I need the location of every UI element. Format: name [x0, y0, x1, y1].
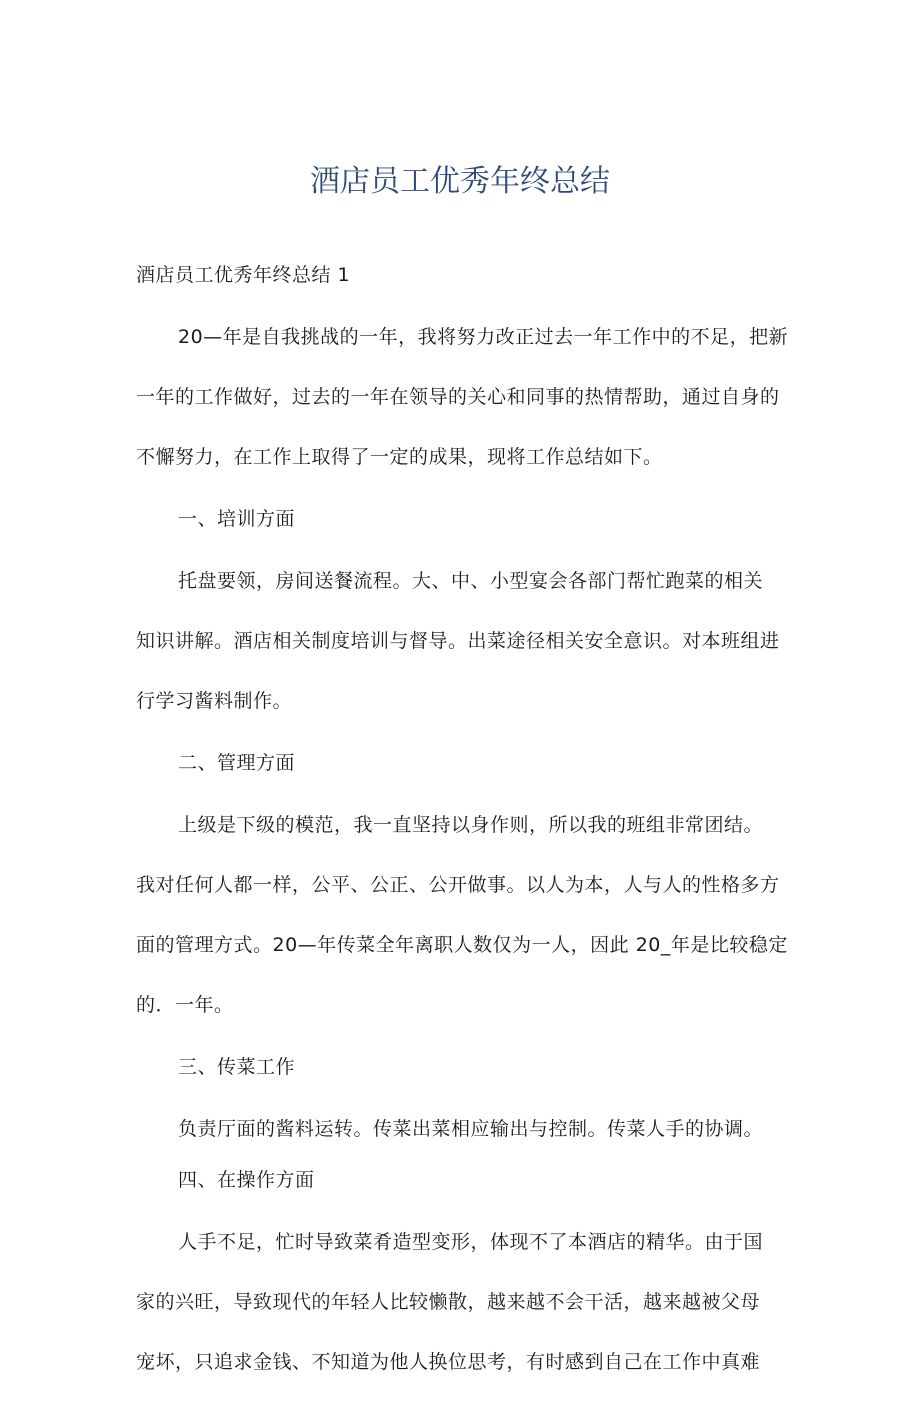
paragraph-line: 上级是下级的模范，我一直坚持以身作则，所以我的班组非常团结。 — [178, 814, 764, 836]
intro-paragraph — [136, 324, 791, 471]
paragraph-line: 一年的工作做好，过去的一年在领导的关心和同事的热情帮助，通过自身的 — [136, 386, 780, 408]
heading-training: 一、培训方面 — [178, 508, 296, 530]
heading-management: 二、管理方面 — [178, 752, 296, 774]
paragraph-line: 宠坏，只追求金钱、不知道为他人换位思考，有时感到自己在工作中真难 — [136, 1351, 761, 1373]
management-paragraph — [136, 812, 791, 1019]
operation-paragraph — [136, 1229, 791, 1376]
heading-operation: 四、在操作方面 — [178, 1169, 315, 1191]
paragraph-line: 知识讲解。酒店相关制度培训与督导。出菜途径相关安全意识。对本班组进 — [136, 630, 780, 652]
paragraph-line: 不懈努力，在工作上取得了一定的成果，现将工作总结如下。 — [136, 446, 663, 468]
paragraph-line: 负责厅面的酱料运转。传菜出菜相应输出与控制。传菜人手的协调。 — [178, 1118, 764, 1140]
training-paragraph — [136, 568, 791, 715]
paragraph-line: 行学习酱料制作。 — [136, 690, 293, 712]
document-title: 酒店员工优秀年终总结 — [310, 164, 610, 199]
serving-paragraph — [136, 1116, 791, 1143]
paragraph-line: 的．一年。 — [136, 994, 234, 1016]
paragraph-line: 托盘要领，房间送餐流程。大、中、小型宴会各部门帮忙跑菜的相关 — [178, 570, 764, 592]
heading-serving: 三、传菜工作 — [178, 1056, 296, 1078]
document-body — [136, 262, 791, 1411]
paragraph-line: 面的管理方式。20—年传菜全年离职人数仅为一人，因此 20_年是比较稳定 — [136, 934, 788, 956]
paragraph-line: 家的兴旺，导致现代的年轻人比较懒散，越来越不会干活，越来越被父母 — [136, 1291, 761, 1313]
paragraph-line: 我对任何人都一样，公平、公正、公开做事。以人为本，人与人的性格多方 — [136, 874, 780, 896]
section-title: 酒店员工优秀年终总结 1 — [136, 264, 351, 286]
paragraph-line: 人手不足，忙时导致菜肴造型变形，体现不了本酒店的精华。由于国 — [178, 1231, 764, 1253]
paragraph-line: 20—年是自我挑战的一年，我将努力改正过去一年工作中的不足，把新 — [178, 326, 789, 348]
